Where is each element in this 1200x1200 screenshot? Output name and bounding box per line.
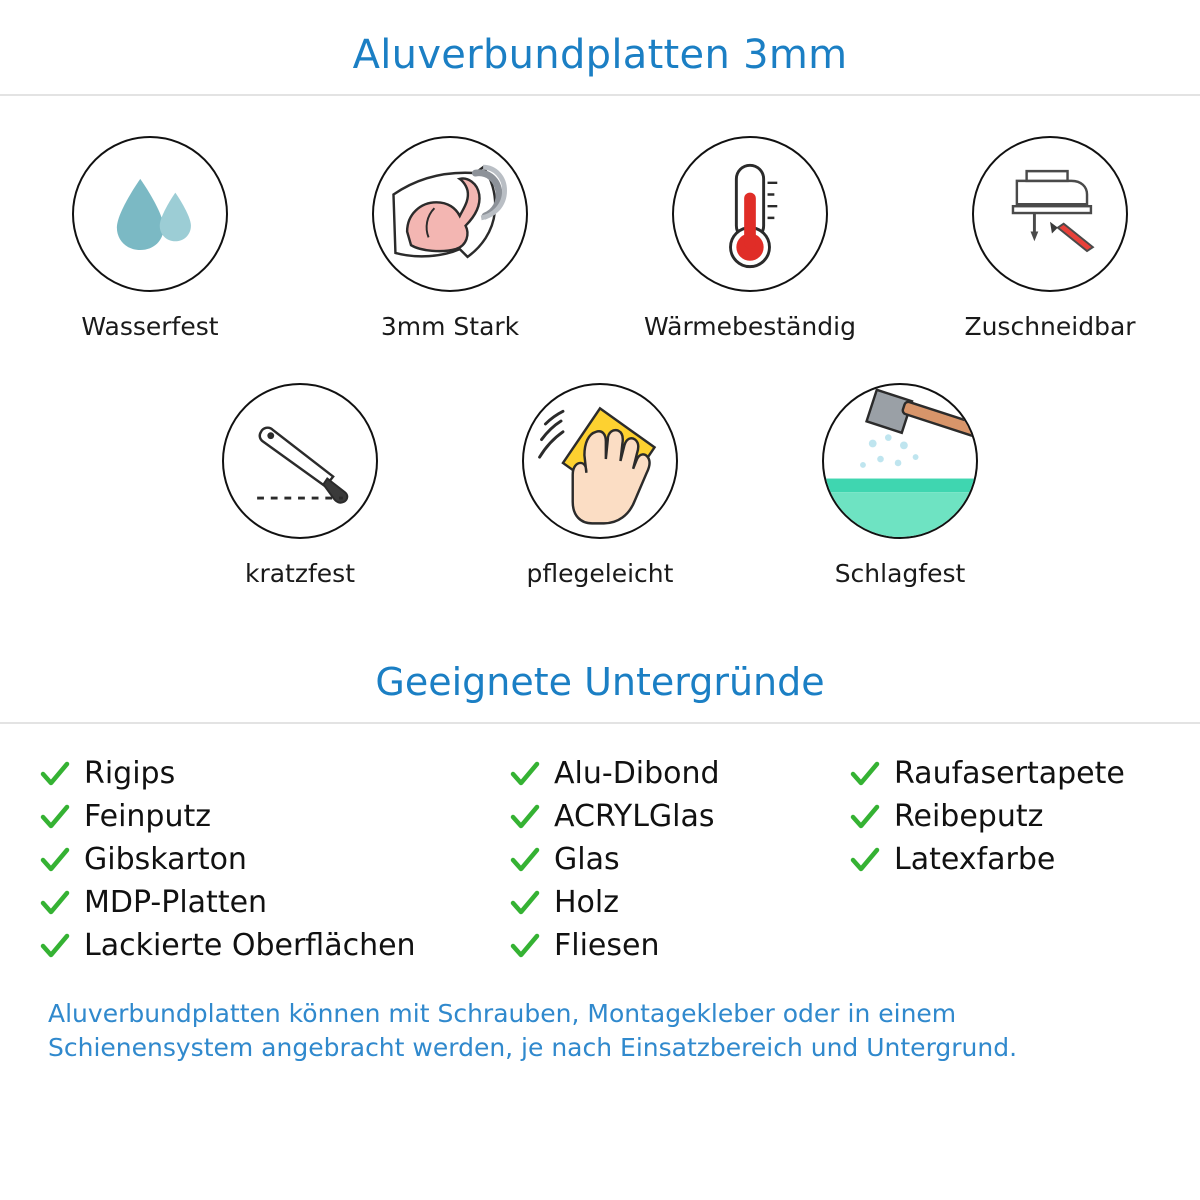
list-item-label: Glas <box>554 842 620 877</box>
feature-grid <box>0 96 1200 588</box>
check-icon <box>510 802 540 832</box>
hammer-impact-icon <box>822 383 978 539</box>
list-item-label: Latexfarbe <box>894 842 1056 877</box>
feature-schlagfest <box>750 383 1050 588</box>
substrates-column-3 <box>850 752 1190 967</box>
feature-label: Zuschneidbar <box>964 312 1136 341</box>
footer-note <box>0 967 1200 1065</box>
list-item <box>510 795 850 838</box>
jigsaw-cutter-icon <box>972 136 1128 292</box>
feature-kratzfest <box>150 383 450 588</box>
list-item <box>40 838 510 881</box>
list-item <box>850 795 1190 838</box>
feature-label: kratzfest <box>244 559 355 588</box>
list-item-label: Feinputz <box>84 799 211 834</box>
check-icon <box>40 802 70 832</box>
substrates-title: Geeignete Untergründe <box>375 660 825 704</box>
check-icon <box>510 845 540 875</box>
feature-label: pflegeleicht <box>526 559 674 588</box>
footer-note-line-2: Schienensystem angebracht werden, je nach Einsatzbereich und Untergrund. <box>48 1032 1018 1062</box>
list-item-label: MDP-Platten <box>84 885 268 920</box>
check-icon <box>40 845 70 875</box>
list-item <box>40 881 510 924</box>
feature-label: 3mm Stark <box>380 312 520 341</box>
check-icon <box>40 888 70 918</box>
list-item-label: ACRYLGlas <box>554 799 715 834</box>
list-item <box>40 795 510 838</box>
list-item <box>510 752 850 795</box>
feature-row-2 <box>0 383 1200 588</box>
substrates-column-1 <box>40 752 510 967</box>
list-item <box>510 924 850 967</box>
feature-label: Wärmebeständig <box>644 312 856 341</box>
flexing-arm-icon <box>372 136 528 292</box>
water-drops-icon <box>72 136 228 292</box>
substrates-list <box>0 724 1200 967</box>
feature-label: Schlagfest <box>834 559 966 588</box>
feature-row-1 <box>0 136 1200 341</box>
substrates-column-2 <box>510 752 850 967</box>
feature-pflegeleicht <box>450 383 750 588</box>
list-item-label: Gibskarton <box>84 842 247 877</box>
footer-note-line-1: Aluverbundplatten können mit Schrauben, Montagekleber oder in einem <box>48 999 957 1028</box>
feature-label: Wasserfest <box>81 312 219 341</box>
list-item <box>850 752 1190 795</box>
list-item-label: Rigips <box>84 756 176 791</box>
list-item <box>510 881 850 924</box>
feature-waermebestaendig <box>600 136 900 341</box>
check-icon <box>40 759 70 789</box>
check-icon <box>510 888 540 918</box>
list-item <box>40 752 510 795</box>
feature-3mm-stark <box>300 136 600 341</box>
page-title: Aluverbundplatten 3mm <box>352 32 848 78</box>
feature-wasserfest <box>0 136 300 341</box>
check-icon <box>510 931 540 961</box>
check-icon <box>850 845 880 875</box>
list-item-label: Reibeputz <box>894 799 1044 834</box>
knife-scratch-icon <box>222 383 378 539</box>
list-item-label: Alu-Dibond <box>554 756 720 791</box>
list-item <box>850 838 1190 881</box>
list-item-label: Holz <box>554 885 619 920</box>
list-item-label: Raufasertapete <box>894 756 1125 791</box>
check-icon <box>40 931 70 961</box>
check-icon <box>510 759 540 789</box>
list-item <box>40 924 510 967</box>
list-item <box>510 838 850 881</box>
thermometer-icon <box>672 136 828 292</box>
hand-cloth-icon <box>522 383 678 539</box>
list-item-label: Fliesen <box>554 928 660 963</box>
list-item-label: Lackierte Oberflächen <box>84 928 416 963</box>
feature-zuschneidbar <box>900 136 1200 341</box>
check-icon <box>850 802 880 832</box>
check-icon <box>850 759 880 789</box>
